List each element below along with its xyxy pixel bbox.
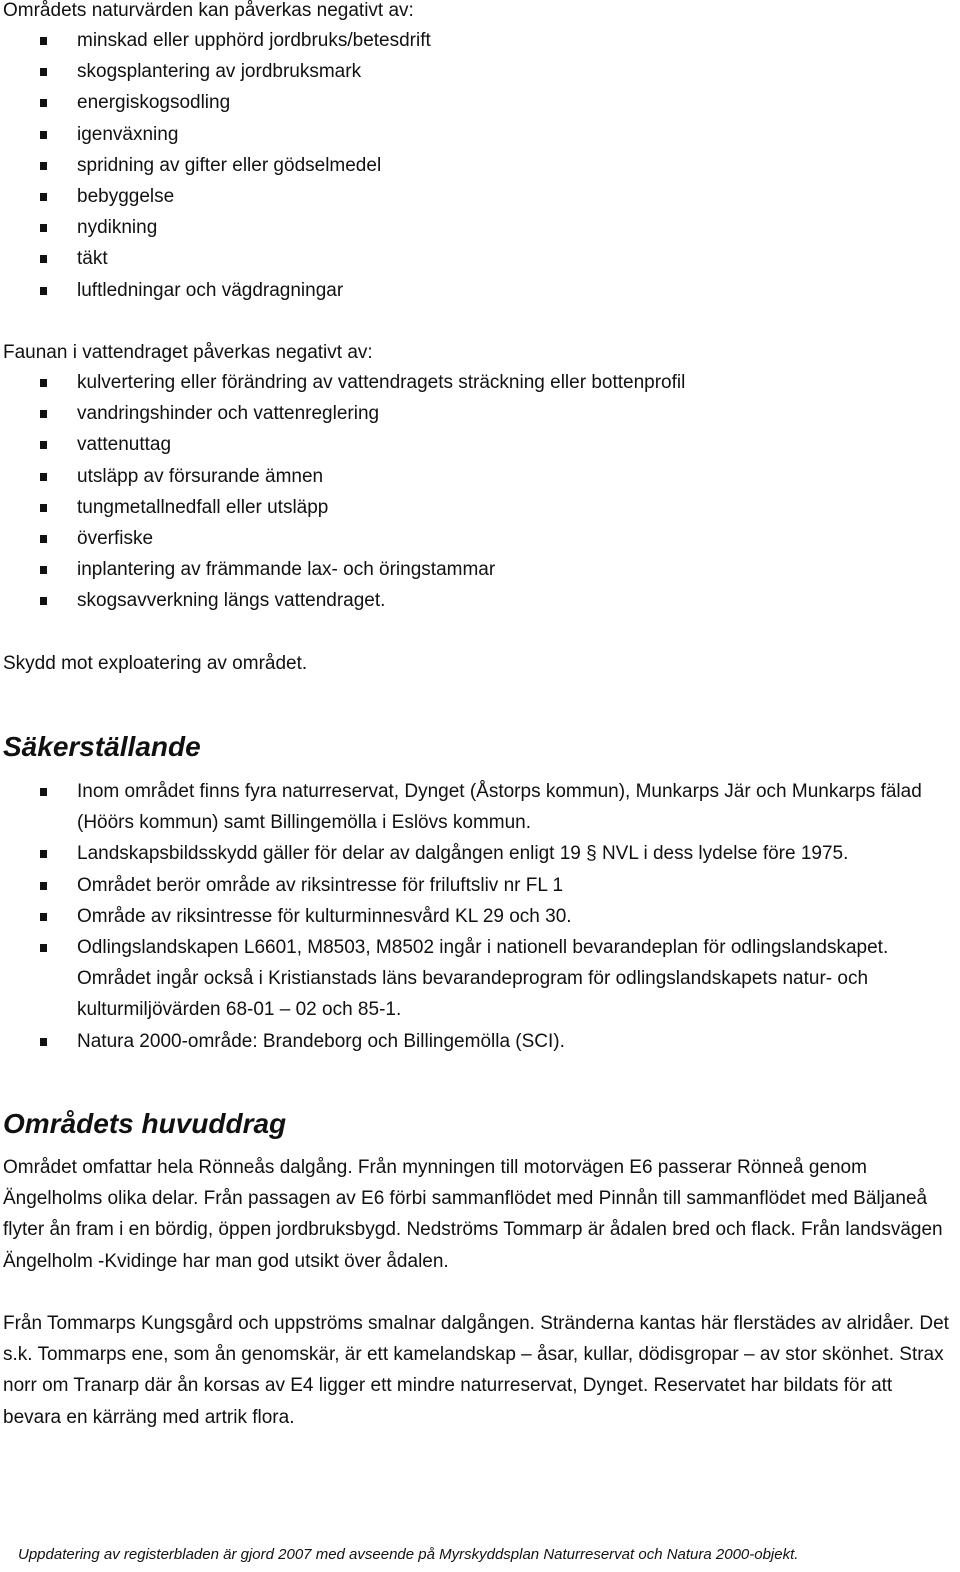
list-item xyxy=(0,243,431,274)
list-item-text: minskad eller upphörd jordbruks/betesdrift xyxy=(77,30,431,51)
list-item xyxy=(0,181,431,212)
list-item-text: kulvertering eller förändring av vattendragets sträckning eller bottenprofil xyxy=(77,372,686,393)
list-item-text: spridning av gifter eller gödselmedel xyxy=(77,154,382,176)
square-bullet-icon xyxy=(40,473,47,481)
list-item-text: Område av riksintresse för kulturminnesvård KL 29 och 30. xyxy=(77,905,572,927)
square-bullet-icon xyxy=(40,131,47,139)
huvuddrag-paragraph-1: Området omfattar hela Rönneås dalgång. Från mynningen till motorvägen E6 passerar Rönneå genom Ängelholms olika delar. Från passagen av E6 förbi sammanflödet med Pinnån till sammanflödet med Bäljaneå flyter ån fram i en bördig, öppen jordbruksbygd. Nedströms Tommarp är ådalen bred och flack. Från landsvägen Ängelholm -Kvidinge har man god utsikt över ådalen. xyxy=(3,1157,943,1272)
square-bullet-icon xyxy=(40,287,47,295)
list-item-text: Odlingslandskapen L6601, M8503, M8502 ingår i nationell bevarandeplan för odlingslandskapet. Området ingår också i Kristianstads läns bevarandeprogram för odlingslandskapets natur- och kulturmiljövärden 68-01 – 02 och 85-1. xyxy=(77,937,889,1021)
square-bullet-icon xyxy=(40,410,47,418)
list-item-text: tungmetallnedfall eller utsläpp xyxy=(77,496,329,518)
fauna-intro: Faunan i vattendraget påverkas negativt av: xyxy=(3,342,373,363)
list-item xyxy=(0,367,685,398)
threats-intro: Områdets naturvärden kan påverkas negativt av: xyxy=(3,0,414,21)
list-item xyxy=(0,492,685,523)
list-item xyxy=(0,150,431,181)
list-item xyxy=(0,56,431,87)
square-bullet-icon xyxy=(40,944,47,952)
square-bullet-icon xyxy=(40,882,47,890)
square-bullet-icon xyxy=(40,597,47,605)
square-bullet-icon xyxy=(40,68,47,76)
list-item xyxy=(0,932,960,1026)
list-item-text: täkt xyxy=(77,248,108,270)
list-item-text: inplantering av främmande lax- och öringstammar xyxy=(77,559,496,581)
threats-list xyxy=(0,25,431,306)
list-item-text: vandringshinder och vattenreglering xyxy=(77,403,380,425)
fauna-list xyxy=(0,367,685,617)
list-item-text: överfiske xyxy=(77,528,154,550)
sakerstallande-list xyxy=(0,776,960,1057)
list-item-text: energiskogsodling xyxy=(77,92,231,114)
list-item xyxy=(0,870,960,901)
square-bullet-icon xyxy=(40,193,47,201)
huvuddrag-paragraph-2: Från Tommarps Kungsgård och uppströms smalnar dalgången. Stränderna kantas här flerstädes av alridåer. Det s.k. Tommarps ene, som ån genomskär, är ett kamelandskap – åsar, kullar, dödisgropar – av stor skönhet. Strax norr om Tranarp där ån korsas av E4 ligger ett mindre naturreservat, Dynget. Reservatet har bildats för att bevara en kärräng med artrik flora. xyxy=(3,1313,949,1428)
list-item-text: bebyggelse xyxy=(77,186,175,208)
list-item xyxy=(0,585,685,616)
list-item xyxy=(0,398,685,429)
list-item-text: skogsavverkning längs vattendraget. xyxy=(77,590,386,612)
list-item-text: igenväxning xyxy=(77,123,179,145)
list-item xyxy=(0,776,960,838)
list-item xyxy=(0,25,431,56)
square-bullet-icon xyxy=(40,504,47,512)
square-bullet-icon xyxy=(40,37,47,45)
sakerstallande-heading: Säkerställande xyxy=(3,731,201,762)
square-bullet-icon xyxy=(40,379,47,387)
list-item xyxy=(0,461,685,492)
square-bullet-icon xyxy=(40,255,47,263)
list-item-text: utsläpp av försurande ämnen xyxy=(77,465,324,487)
square-bullet-icon xyxy=(40,99,47,107)
list-item-text: nydikning xyxy=(77,217,158,239)
square-bullet-icon xyxy=(40,224,47,232)
square-bullet-icon xyxy=(40,566,47,574)
list-item xyxy=(0,901,960,932)
list-item-text: Natura 2000-område: Brandeborg och Billingemölla (SCI). xyxy=(77,1030,565,1052)
square-bullet-icon xyxy=(40,1038,47,1046)
list-item xyxy=(0,119,431,150)
huvuddrag-heading: Områdets huvuddrag xyxy=(3,1108,287,1139)
list-item-text: skogsplantering av jordbruksmark xyxy=(77,61,362,83)
square-bullet-icon xyxy=(40,850,47,858)
list-item xyxy=(0,838,960,869)
square-bullet-icon xyxy=(40,162,47,170)
list-item xyxy=(0,212,431,243)
footer-note: Uppdatering av registerbladen är gjord 2007 med avseende på Myrskyddsplan Naturreservat och Natura 2000-objekt. xyxy=(18,1546,799,1563)
list-item-text: luftledningar och vägdragningar xyxy=(77,279,344,301)
list-item xyxy=(0,523,685,554)
square-bullet-icon xyxy=(40,441,47,449)
square-bullet-icon xyxy=(40,535,47,543)
square-bullet-icon xyxy=(40,788,47,796)
square-bullet-icon xyxy=(40,913,47,921)
list-item-text: Området berör område av riksintresse för friluftsliv nr FL 1 xyxy=(77,874,564,896)
list-item xyxy=(0,87,431,118)
list-item xyxy=(0,554,685,585)
list-item-text: Inom området finns fyra naturreservat, Dynget (Åstorps kommun), Munkarps Jär och Munkarps fälad (Höörs kommun) samt Billingemölla i Eslövs kommun. xyxy=(77,781,922,834)
protection-text: Skydd mot exploatering av området. xyxy=(3,653,308,674)
list-item-text: Landskapsbildsskydd gäller för delar av dalgången enligt 19 § NVL i dess lydelse före 1975. xyxy=(77,843,849,865)
list-item-text: vattenuttag xyxy=(77,434,172,456)
list-item xyxy=(0,1026,960,1057)
list-item xyxy=(0,275,431,306)
list-item xyxy=(0,429,685,460)
